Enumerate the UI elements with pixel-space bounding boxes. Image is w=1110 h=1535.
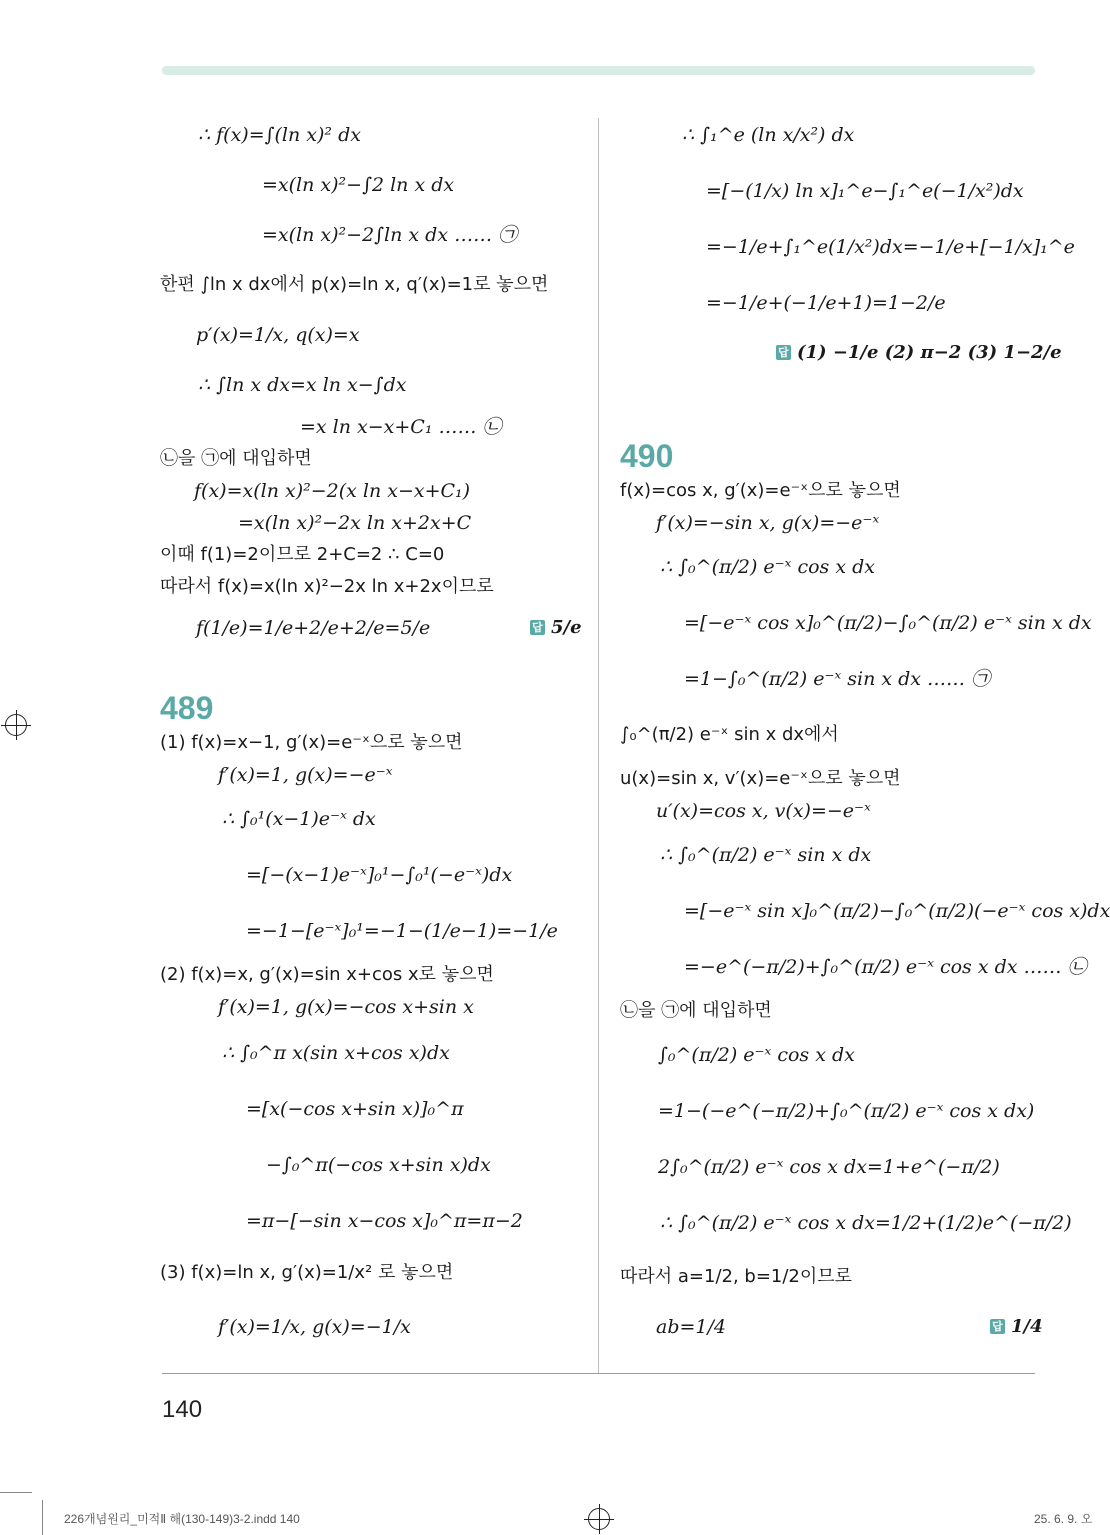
registration-mark-icon: [5, 714, 27, 736]
solution-line: =1−∫₀^(π/2) e⁻ˣ sin x dx …… ㉠: [684, 668, 991, 690]
solution-line: =−1−[e⁻ˣ]₀¹=−1−(1/e−1)=−1/e: [246, 920, 558, 942]
answer-badge-icon: 답: [530, 620, 545, 635]
column-divider: [598, 118, 599, 1373]
solution-line: ∫₀^(π/2) e⁻ˣ sin x dx에서: [620, 724, 839, 745]
solution-line: −∫₀^π(−cos x+sin x)dx: [266, 1154, 491, 1176]
crop-mark-horizontal: [0, 1492, 32, 1493]
solution-line: =[−(1/x) ln x]₁^e−∫₁^e(−1/x²)dx: [706, 180, 1024, 202]
solution-line: f′(x)=1, g(x)=−cos x+sin x: [218, 996, 474, 1018]
answer-value: (1) −1/e (2) π−2 (3) 1−2/e: [797, 342, 1062, 363]
solution-line: f(1/e)=1/e+2/e+2/e=5/e: [196, 617, 431, 639]
page-number: 140: [162, 1396, 203, 1423]
solution-line: ∴ ∫₀^(π/2) e⁻ˣ sin x dx: [660, 844, 872, 866]
solution-line: ∴ ∫₁^e (ln x/x²) dx: [682, 124, 855, 146]
solution-line: =x ln x−x+C₁ …… ㉡: [300, 416, 502, 438]
crop-mark-vertical: [42, 1500, 43, 1535]
registration-mark-icon: [588, 1508, 610, 1530]
solution-line: p′(x)=1/x, q(x)=x: [196, 324, 360, 346]
solution-line: =[−e⁻ˣ cos x]₀^(π/2)−∫₀^(π/2) e⁻ˣ sin x dx: [684, 612, 1092, 634]
problem-number: 490: [620, 438, 674, 474]
solution-line: ∴ ∫ln x dx=x ln x−∫dx: [198, 374, 407, 396]
solution-line: =x(ln x)²−2x ln x+2x+C: [238, 512, 472, 534]
solution-line: =[−e⁻ˣ sin x]₀^(π/2)−∫₀^(π/2)(−e⁻ˣ cos x)dx: [684, 900, 1110, 922]
solution-line: f′(x)=1/x, g(x)=−1/x: [218, 1316, 411, 1338]
top-decoration-bar: [162, 66, 1035, 75]
solution-line: =−1/e+∫₁^e(1/x²)dx=−1/e+[−1/x]₁^e: [706, 236, 1075, 258]
answer-value: 5/e: [551, 617, 582, 638]
solution-line: =−e^(−π/2)+∫₀^(π/2) e⁻ˣ cos x dx …… ㉡: [684, 956, 1087, 978]
solution-line: =π−[−sin x−cos x]₀^π=π−2: [246, 1210, 523, 1232]
solution-line: =1−(−e^(−π/2)+∫₀^(π/2) e⁻ˣ cos x dx): [658, 1100, 1035, 1122]
solution-line: ∴ ∫₀^π x(sin x+cos x)dx: [222, 1042, 450, 1064]
solution-line: =−1/e+(−1/e+1)=1−2/e: [706, 292, 946, 314]
answer-badge-icon: 답: [776, 345, 791, 360]
solution-line: u(x)=sin x, v′(x)=e⁻ˣ으로 놓으면: [620, 768, 901, 789]
footer-filename: 226개념원리_미적Ⅱ 해(130-149)3-2.indd 140: [64, 1512, 300, 1526]
solution-line: (3) f(x)=ln x, g′(x)=1/x² 로 놓으면: [160, 1262, 454, 1283]
answer: [530, 617, 582, 638]
bottom-rule: [162, 1373, 1035, 1374]
footer-date: 25. 6. 9. 오: [1034, 1512, 1093, 1526]
solution-line: f(x)=x(ln x)²−2(x ln x−x+C₁): [194, 480, 471, 502]
solution-line: ∴ ∫₀^(π/2) e⁻ˣ cos x dx: [660, 556, 875, 578]
solution-line: =[−(x−1)e⁻ˣ]₀¹−∫₀¹(−e⁻ˣ)dx: [246, 864, 513, 886]
solution-line: f′(x)=−sin x, g(x)=−e⁻ˣ: [656, 512, 880, 534]
answer-value: 1/4: [1011, 1316, 1043, 1337]
solution-line: =x(ln x)²−2∫ln x dx …… ㉠: [262, 224, 518, 246]
solution-line: f(x)=cos x, g′(x)=e⁻ˣ으로 놓으면: [620, 480, 901, 501]
solution-line: =x(ln x)²−∫2 ln x dx: [262, 174, 455, 196]
solution-line: (2) f(x)=x, g′(x)=sin x+cos x로 놓으면: [160, 964, 494, 985]
answer-badge-icon: 답: [990, 1319, 1005, 1334]
solution-line: ㉡을 ㉠에 대입하면: [160, 448, 312, 469]
solution-line: ∴ ∫₀^(π/2) e⁻ˣ cos x dx=1/2+(1/2)e^(−π/2): [660, 1212, 1072, 1234]
solution-line: (1) f(x)=x−1, g′(x)=e⁻ˣ으로 놓으면: [160, 732, 463, 753]
solution-line: =[x(−cos x+sin x)]₀^π: [246, 1098, 464, 1120]
solution-line: f′(x)=1, g(x)=−e⁻ˣ: [218, 764, 393, 786]
solution-line: ㉡을 ㉠에 대입하면: [620, 1000, 772, 1021]
solution-line: ∴ f(x)=∫(ln x)² dx: [198, 124, 361, 146]
problem-number: 489: [160, 690, 214, 726]
solution-line: ab=1/4: [656, 1316, 726, 1338]
solution-line: 이때 f(1)=2이므로 2+C=2 ∴ C=0: [160, 544, 445, 565]
solution-line: 따라서 a=1/2, b=1/2이므로: [620, 1266, 853, 1287]
solution-line: ∴ ∫₀¹(x−1)e⁻ˣ dx: [222, 808, 376, 830]
solution-line: u′(x)=cos x, v(x)=−e⁻ˣ: [656, 800, 871, 822]
answer: [776, 342, 1062, 363]
solution-line: 2∫₀^(π/2) e⁻ˣ cos x dx=1+e^(−π/2): [658, 1156, 1000, 1178]
answer: [990, 1316, 1043, 1337]
solution-line: 따라서 f(x)=x(ln x)²−2x ln x+2x이므로: [160, 576, 494, 597]
solution-line: 한편 ∫ln x dx에서 p(x)=ln x, q′(x)=1로 놓으면: [160, 274, 549, 295]
solution-line: ∫₀^(π/2) e⁻ˣ cos x dx: [658, 1044, 855, 1066]
